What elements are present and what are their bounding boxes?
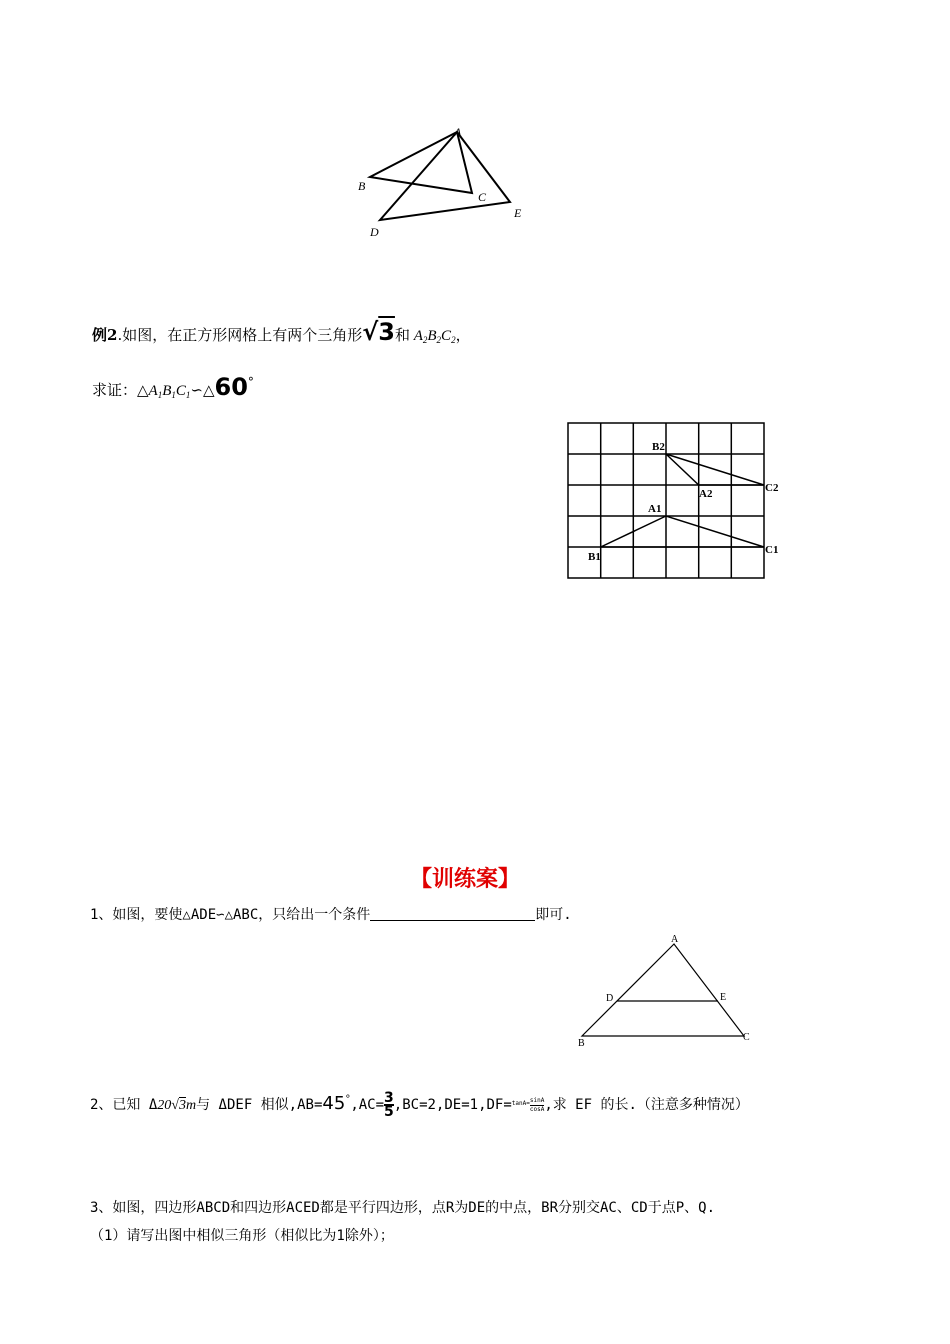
fig-label-b: B xyxy=(578,1038,585,1049)
grid-label-c2: C2 xyxy=(765,482,779,494)
grid-label-b1: B1 xyxy=(588,551,601,563)
q1-text-after: 即可. xyxy=(535,907,572,923)
answer-blank[interactable] xyxy=(370,905,535,921)
ab-value: 45° xyxy=(322,1093,351,1114)
question-2 xyxy=(90,1086,749,1120)
triangle-a2b2c2: $A_2B_2C_2$ xyxy=(413,328,456,345)
grid-label-a1: A1 xyxy=(648,503,662,515)
fig-label-a: A xyxy=(671,934,679,945)
sqrt-three: √3 xyxy=(362,318,395,346)
df-prefix: tanA= xyxy=(511,1100,530,1107)
label-e: E xyxy=(514,206,522,220)
figure-triangle-ade-abc xyxy=(572,928,762,1050)
fig-label-d: D xyxy=(606,993,614,1004)
label-b: B xyxy=(358,179,366,193)
prove-prefix: 求证：△ xyxy=(92,381,149,399)
q2-text-mid2: ,AC= xyxy=(350,1097,385,1113)
q2-text-start: 2、已知 Δ xyxy=(90,1097,158,1113)
label-a: A xyxy=(454,125,462,139)
grid-figure xyxy=(566,421,782,583)
grid-label-c1: C1 xyxy=(765,544,779,556)
q1-text-before: 1、如图，要使△ADE∽△ABC，只给出一个条件 xyxy=(90,907,371,923)
similar-sep: ∽△ xyxy=(190,381,215,399)
q2-text-end: ,求 EF 的长.（注意多种情况） xyxy=(544,1097,749,1113)
df-fraction: $\frac{\sin A}{\cos A}$ xyxy=(529,1096,545,1113)
question-3-line-2: （1）请写出图中相似三角形（相似比为1除外）； xyxy=(90,1228,394,1244)
q2-expression: 20√3m xyxy=(157,1098,197,1113)
sixty-degrees: 60° xyxy=(214,373,254,401)
example2-prove xyxy=(92,372,254,405)
example2-statement xyxy=(92,318,471,350)
question-3-line-1: 3、如图，四边形ABCD和四边形ACED都是平行四边形，点R为DE的中点，BR分别交AC、CD于点P、Q. xyxy=(90,1200,716,1216)
ac-fraction: $\frac{3}{5}$ xyxy=(384,1090,394,1120)
label-d: D xyxy=(370,225,379,239)
question-1 xyxy=(90,905,572,925)
figure-triangles-abc-ade xyxy=(350,120,540,245)
example2-line1-text: .如图，在正方形网格上有两个三角形 xyxy=(117,326,363,344)
fig-label-e: E xyxy=(720,992,727,1003)
triangle-a1b1c1-shape xyxy=(601,516,764,547)
fig-label-c: C xyxy=(743,1032,750,1043)
example-label: 例2 xyxy=(92,326,118,344)
grid-label-a2: A2 xyxy=(699,488,713,500)
q2-text-mid1: 与 ΔDEF 相似,AB= xyxy=(196,1097,323,1113)
grid-label-b2: B2 xyxy=(652,441,665,453)
line1-end: ， xyxy=(455,326,471,344)
label-c: C xyxy=(478,190,487,204)
and-word: 和 xyxy=(394,326,410,344)
triangle-a2b2c2-shape xyxy=(666,454,764,485)
q2-text-mid3: ,BC=2,DE=1,DF= xyxy=(393,1097,512,1113)
triangle-a1b1c1: $A_1B_1C_1$ xyxy=(148,383,191,400)
training-heading: 【训练案】 xyxy=(410,867,521,892)
